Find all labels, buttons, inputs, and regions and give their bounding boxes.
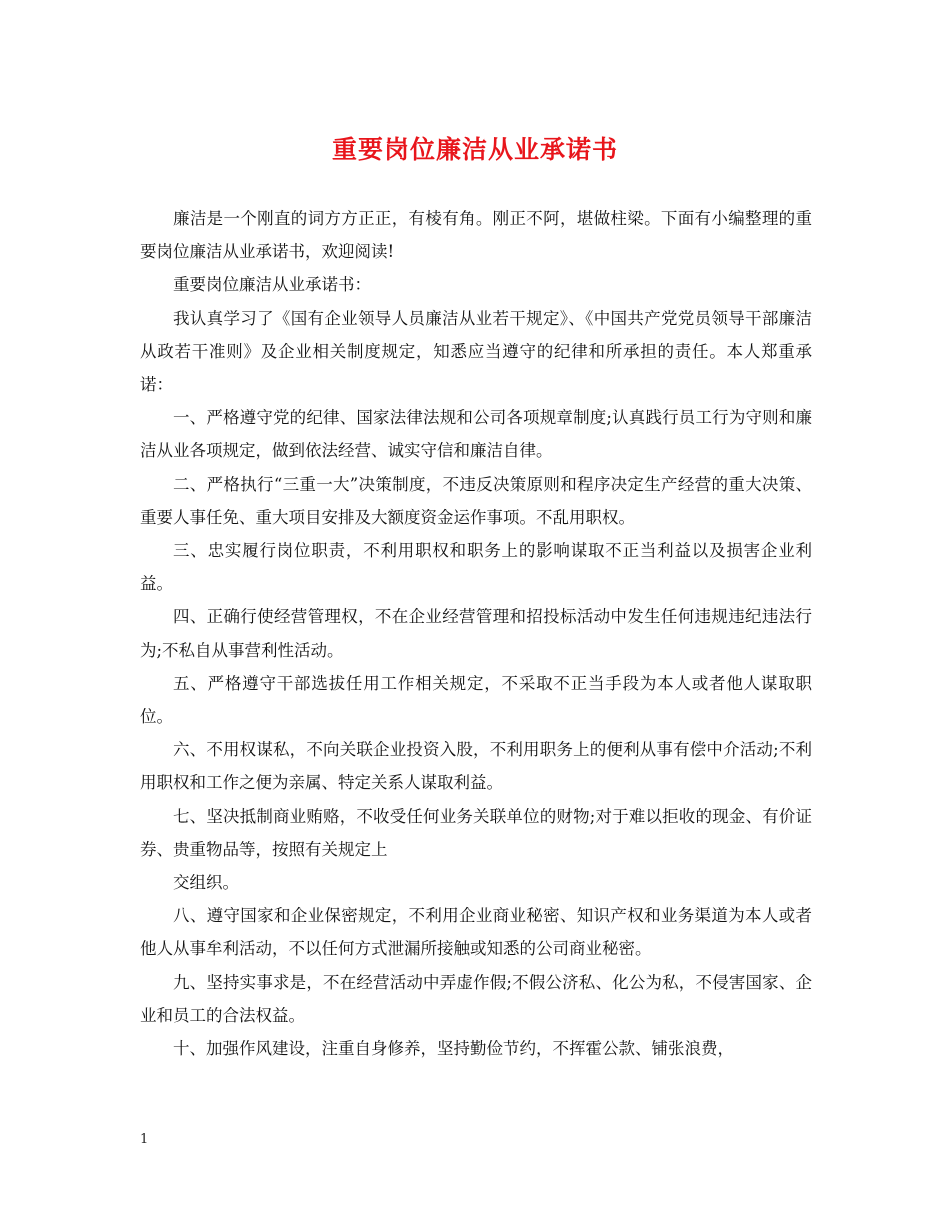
page-number: 1 — [140, 1132, 149, 1147]
pledge-item-7-continued: 交组织。 — [173, 873, 239, 893]
pledge-item-2: 二、严格执行“三重一大”决策制度，不违反决策原则和程序决定生产经营的重大决策、重要人事任免、重大项目安排及大额度资金运作事项。不乱用职权。 — [140, 474, 812, 527]
pledge-item-5: 五、严格遵守干部选拔任用工作相关规定，不采取不正当手段为本人或者他人谋取职位。 — [140, 673, 812, 727]
pledge-item-4: 四、正确行使经营管理权，不在企业经营管理和招投标活动中发生任何违规违纪违法行为;不私自从事营利性活动。 — [140, 607, 812, 660]
pledge-item-7: 七、坚决抵制商业贿赂，不收受任何业务关联单位的财物;对于难以拒收的现金、有价证券、贵重物品等，按照有关规定上 — [140, 806, 812, 859]
document-title: 重要岗位廉洁从业承诺书 — [331, 135, 618, 164]
pledge-intro-paragraph: 我认真学习了《国有企业领导人员廉洁从业若干规定》、《中国共产党党员领导干部廉洁从政若干准则》及企业相关制度规定，知悉应当遵守的纪律和所承担的责任。本人郑重承诺： — [140, 308, 812, 395]
pledge-item-3: 三、忠实履行岗位职责，不利用职权和职务上的影响谋取不正当利益以及损害企业利益。 — [140, 541, 812, 594]
document-body — [140, 202, 812, 1065]
pledge-item-1: 一、严格遵守党的纪律、国家法律法规和公司各项规章制度;认真践行员工行为守则和廉洁从业各项规定，做到依法经营、诚实守信和廉洁自律。 — [140, 408, 812, 461]
subtitle-paragraph: 重要岗位廉洁从业承诺书： — [173, 275, 371, 295]
pledge-item-8: 八、遵守国家和企业保密规定，不利用企业商业秘密、知识产权和业务渠道为本人或者他人从事牟利活动，不以任何方式泄漏所接触或知悉的公司商业秘密。 — [140, 906, 812, 959]
pledge-item-10: 十、加强作风建设，注重自身修养，坚持勤俭节约，不挥霍公款、铺张浪费， — [173, 1039, 734, 1059]
pledge-item-9: 九、坚持实事求是，不在经营活动中弄虚作假;不假公济私、化公为私，不侵害国家、企业和员工的合法权益。 — [140, 972, 812, 1025]
intro-paragraph: 廉洁是一个刚直的词方方正正，有棱有角。刚正不阿，堪做柱梁。下面有小编整理的重要岗位廉洁从业承诺书，欢迎阅读! — [140, 209, 812, 262]
pledge-item-6: 六、不用权谋私，不向关联企业投资入股，不利用职务上的便利从事有偿中介活动;不利用职权和工作之便为亲属、特定关系人谋取利益。 — [140, 740, 812, 793]
